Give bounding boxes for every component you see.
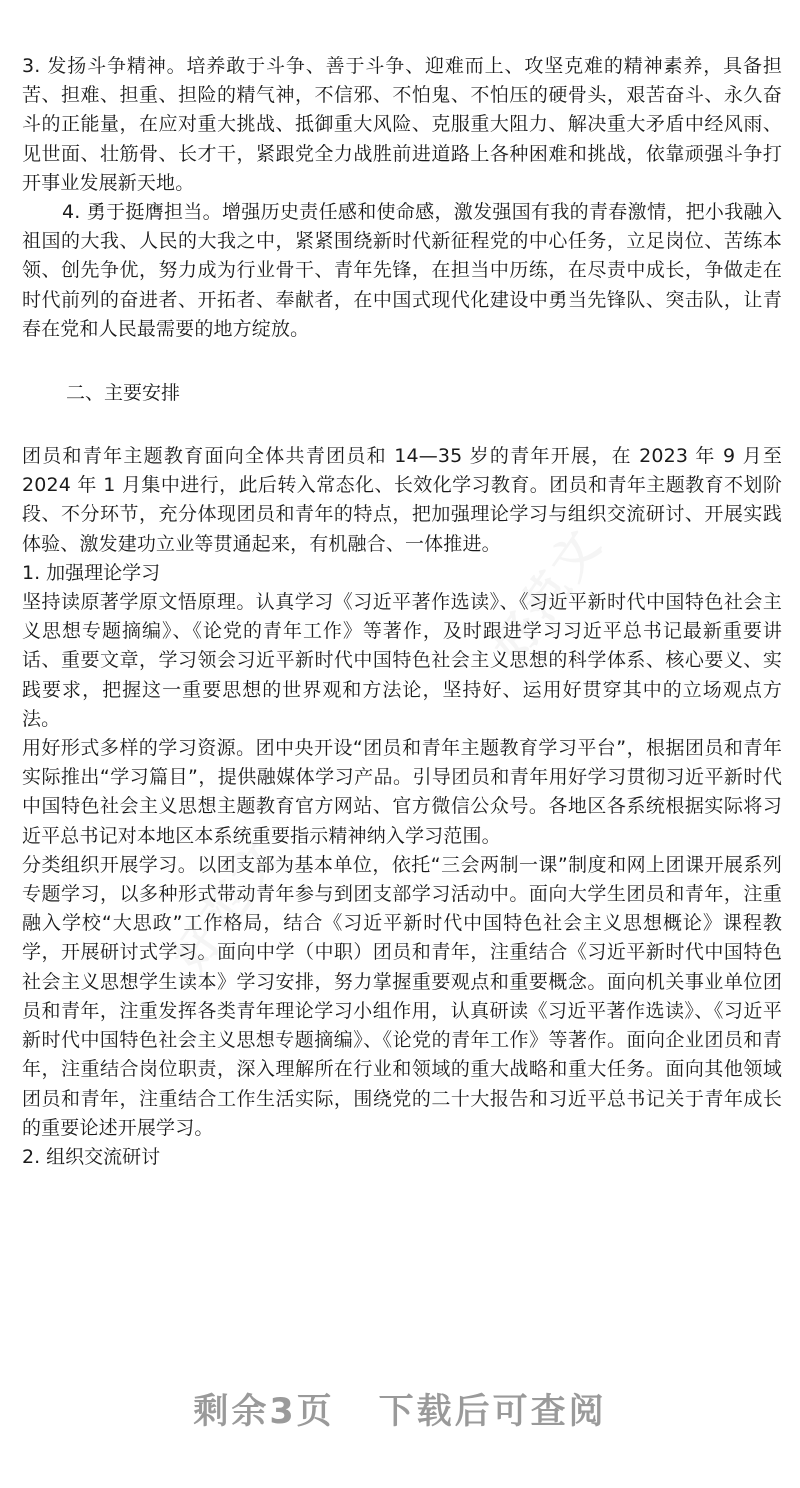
watermark: 好范文 [162,827,293,982]
paragraph-arrangement-overview: 团员和青年主题教育面向全体共青团员和 14—35 岁的青年开展，在 2023 年 9 月至 2024 年 1 月集中进行，此后转入常态化、长效化学习教育。团员和青年主题教育不划阶段、不分环节，充分体现团员和青年的特点，把加强理论学习与组织交流研讨、开展实践体验、激发建功立业等贯通起来，有机融合、一体推进。 [22,445,782,555]
subheading-theory-study: 1. 加强理论学习 [22,561,161,584]
paragraph-struggle-spirit: 3. 发扬斗争精神。培养敢于斗争、善于斗争、迎难而上、攻坚克难的精神素养，具备担苦、担难、担重、担险的精气神，不信邪、不怕鬼、不怕压的硬骨头，艰苦奋斗、永久奋斗的正能量，在应对重大挑战、抵御重大风险、克服重大阻力、解决重大矛盾中经风雨、见世面、壮筋骨、长才干，紧跟党全力战胜前进道路上各种困难和挑战，依靠顽强斗争打开事业发展新天地。 [22,55,782,194]
section-heading-main-arrangements: 二、主要安排 [66,382,181,405]
watermark: 好范文 [482,517,613,672]
paragraph-take-responsibility: 4. 勇于挺膺担当。增强历史责任感和使命感，激发强国有我的青春激情，把小我融入祖国的大我、人民的大我之中，紧紧围绕新时代新征程党的中心任务，立足岗位、苦练本领、创先争优，努力成为行业骨干、青年先锋，在担当中历练，在尽责中成长，争做走在时代前列的奋进者、开拓者、奉献者，在中国式现代化建设中勇当先锋队、突击队，让青春在党和人民最需要的地方绽放。 [22,201,782,340]
subheading-exchange-discussion: 2. 组织交流研讨 [22,1145,161,1168]
paragraph-categorized-study: 分类组织开展学习。以团支部为基本单位，依托“三会两制一课”制度和网上团课开展系列专题学习，以多种形式带动青年参与到团支部学习活动中。面向大学生团员和青年，注重融入学校“大思政”工作格局，结合《习近平新时代中国特色社会主义思想概论》课程教学，开展研讨式学习。面向中学（中职）团员和青年，注重结合《习近平新时代中国特色社会主义思想学生读本》学习安排，努力掌握重要观点和重要概念。面向机关事业单位团员和青年，注重发挥各类青年理论学习小组作用，认真研读《习近平著作选读》、《习近平新时代中国特色社会主义思想专题摘编》、《论党的青年工作》等著作。面向企业团员和青年，注重结合岗位职责，深入理解所在行业和领域的重大战略和重大任务。面向其他领域团员和青年，注重结合工作生活实际，围绕党的二十大报告和习近平总书记关于青年成长的重要论述开展学习。 [22,853,782,1139]
download-to-view-label: 下载后可查阅 [378,1392,607,1432]
document-body [22,52,782,1172]
remaining-pages-banner[interactable] [0,1384,800,1434]
paragraph-learning-resources: 用好形式多样的学习资源。团中央开设“团员和青年主题教育学习平台”，根据团员和青年实际推出“学习篇目”，提供融媒体学习产品。引导团员和青年用好学习贯彻习近平新时代中国特色社会主义思想主题教育官方网站、官方微信公众号。各地区各系统根据实际将习近平总书记对本地区本系统重要指示精神纳入学习范围。 [22,737,782,847]
paragraph-read-originals: 坚持读原著学原文悟原理。认真学习《习近平著作选读》、《习近平新时代中国特色社会主义思想专题摘编》、《论党的青年工作》等著作，及时跟进学习习近平总书记最新重要讲话、重要文章，学习领会习近平新时代中国特色社会主义思想的科学体系、核心要义、实践要求，把握这一重要思想的世界观和方法论，坚持好、运用好贯穿其中的立场观点方法。 [22,591,782,730]
remaining-pages-label: 剩余3页 [193,1392,335,1432]
